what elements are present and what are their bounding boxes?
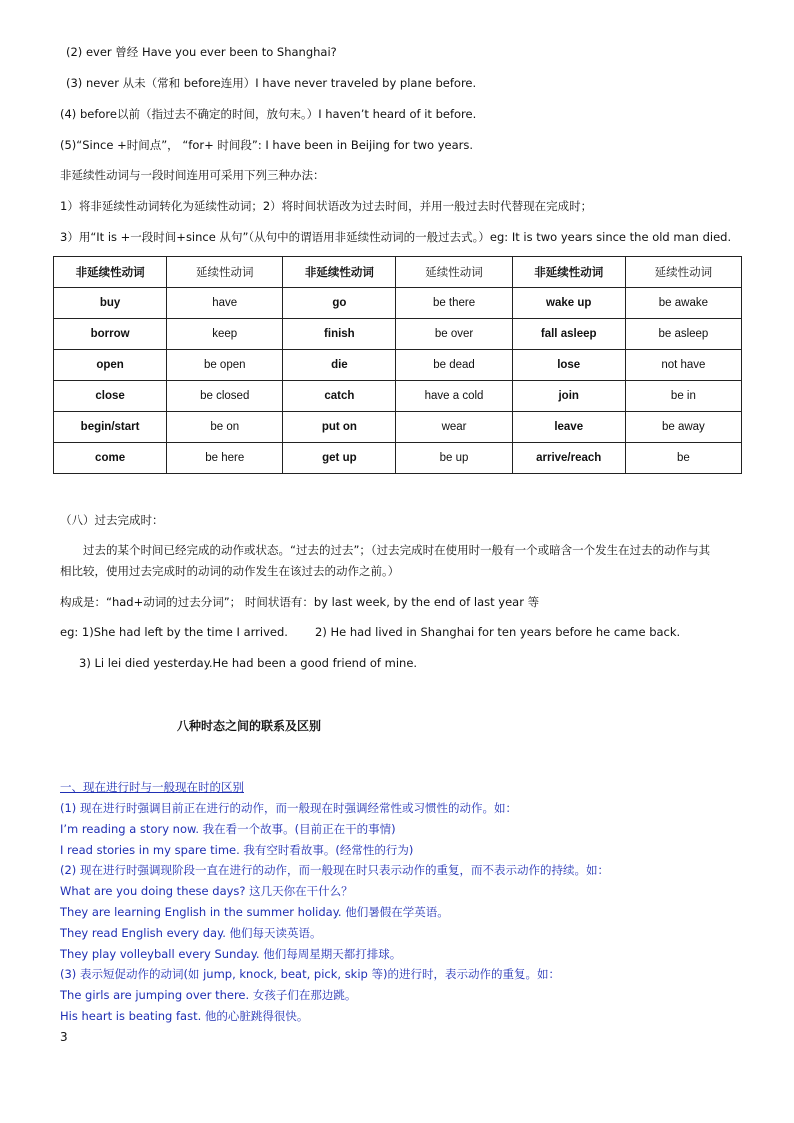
subsection-heading-link[interactable]: 一、现在进行时与一般现在时的区别 — [60, 780, 244, 794]
blue-line-example: I’m reading a story now. 我在看一个故事。(目前正在干的事情) — [60, 822, 396, 836]
table-cell: not have — [625, 350, 741, 381]
section-heading-past-perfect: （八）过去完成时： — [60, 513, 164, 527]
table-cell: catch — [283, 381, 396, 412]
past-perfect-example-2: 2) He had lived in Shanghai for ten years before he came back. — [315, 625, 681, 639]
table-cell: be asleep — [625, 319, 741, 350]
table-cell: leave — [512, 412, 625, 443]
table-cell: be up — [396, 443, 512, 474]
table-cell: be closed — [167, 381, 283, 412]
table-cell: have a cold — [396, 381, 512, 412]
table-row — [54, 412, 742, 443]
table-cell: be here — [167, 443, 283, 474]
table-cell: die — [283, 350, 396, 381]
table-header-cell: 非延续性动词 — [54, 257, 167, 288]
blue-line-example: They are learning English in the summer holiday. 他们暑假在学英语。 — [60, 905, 449, 919]
blue-line-rule-2: (2) 现在进行时强调现阶段一直在进行的动作，而一般现在时只表示动作的重复，而不表示动作的持续。如： — [60, 863, 609, 877]
blue-line-example: They play volleyball every Sunday. 他们每周星期天都打排球。 — [60, 947, 402, 961]
table-cell: fall asleep — [512, 319, 625, 350]
table-cell: be open — [167, 350, 283, 381]
table-cell: be there — [396, 288, 512, 319]
text-line-ever: (2) ever 曾经 Have you ever been to Shanghai? — [66, 45, 337, 59]
blue-line-example: The girls are jumping over there. 女孩子们在那边跳。 — [60, 988, 357, 1002]
blue-line-rule-3: (3) 表示短促动作的动词(如 jump, knock, beat, pick, skip 等)的进行时，表示动作的重复。如： — [60, 967, 560, 981]
table-row — [54, 350, 742, 381]
table-cell: go — [283, 288, 396, 319]
table-cell: be dead — [396, 350, 512, 381]
text-line-method-3: 3）用“It is +一段时间+since 从句”（从句中的谓语用非延续性动词的一般过去式。）eg: It is two years since the old man died. — [60, 230, 732, 244]
past-perfect-form: 构成是：“had+动词的过去分词”； 时间状语有：by last week, by the end of last year 等 — [60, 595, 540, 609]
table-header-cell: 延续性动词 — [625, 257, 741, 288]
table-cell: be on — [167, 412, 283, 443]
table-cell: borrow — [54, 319, 167, 350]
table-row — [54, 319, 742, 350]
table-cell: get up — [283, 443, 396, 474]
blue-line-example: I read stories in my spare time. 我有空时看故事。(经常性的行为) — [60, 843, 414, 857]
blue-line-example: What are you doing these days? 这几天你在干什么？ — [60, 884, 353, 898]
text-line-before: (4) before以前（指过去不确定的时间，放句末。）I haven’t heard of it before. — [60, 107, 477, 121]
past-perfect-example-3: 3) Li lei died yesterday.He had been a good friend of mine. — [79, 656, 418, 670]
table-cell: be in — [625, 381, 741, 412]
blue-line-example: His heart is beating fast. 他的心脏跳得很快。 — [60, 1009, 309, 1023]
past-perfect-example-1: eg: 1)She had left by the time I arrived. — [60, 625, 288, 639]
table-header-row — [54, 257, 742, 288]
table-header-cell: 非延续性动词 — [283, 257, 396, 288]
table-cell: lose — [512, 350, 625, 381]
table-cell: begin/start — [54, 412, 167, 443]
table-cell: arrive/reach — [512, 443, 625, 474]
table-cell: come — [54, 443, 167, 474]
table-header-cell: 延续性动词 — [167, 257, 283, 288]
table-cell: put on — [283, 412, 396, 443]
table-cell: keep — [167, 319, 283, 350]
table-cell: finish — [283, 319, 396, 350]
table-cell: buy — [54, 288, 167, 319]
table-cell: wear — [396, 412, 512, 443]
table-cell: wake up — [512, 288, 625, 319]
table-header-cell: 非延续性动词 — [512, 257, 625, 288]
section-title: 八种时态之间的联系及区别 — [177, 719, 322, 733]
table-cell: be over — [396, 319, 512, 350]
past-perfect-desc-line-2: 相比较，使用过去完成时的动词的动作发生在该过去的动作之前。） — [60, 564, 400, 578]
verb-table — [53, 256, 742, 474]
blue-line-rule-1: (1) 现在进行时强调目前正在进行的动作，而一般现在时强调经常性或习惯性的动作。如： — [60, 801, 517, 815]
table-row — [54, 288, 742, 319]
text-line-never: (3) never 从未（常和 before连用）I have never traveled by plane before. — [66, 76, 477, 90]
table-header-cell: 延续性动词 — [396, 257, 512, 288]
table-cell: close — [54, 381, 167, 412]
table-cell: be — [625, 443, 741, 474]
table-cell: be awake — [625, 288, 741, 319]
table-cell: open — [54, 350, 167, 381]
text-line-since-for: (5)“Since +时间点”， “for+ 时间段”: I have been in Beijing for two years. — [60, 138, 474, 152]
text-line-nondurative-intro: 非延续性动词与一段时间连用可采用下列三种办法： — [60, 168, 325, 182]
text-line-method-1-2: 1）将非延续性动词转化为延续性动词；2）将时间状语改为过去时间，并用一般过去时代替现在完成时； — [60, 199, 593, 213]
page-number: 3 — [60, 1030, 68, 1044]
table-row — [54, 381, 742, 412]
past-perfect-desc-line-1: 过去的某个时间已经完成的动作或状态。“过去的过去”；（过去完成时在使用时一般有一个或暗含一个发生在过去的动作与其 — [83, 543, 711, 557]
table-cell: be away — [625, 412, 741, 443]
blue-line-example: They read English every day. 他们每天读英语。 — [60, 926, 322, 940]
table-cell: have — [167, 288, 283, 319]
table-row — [54, 443, 742, 474]
table-cell: join — [512, 381, 625, 412]
